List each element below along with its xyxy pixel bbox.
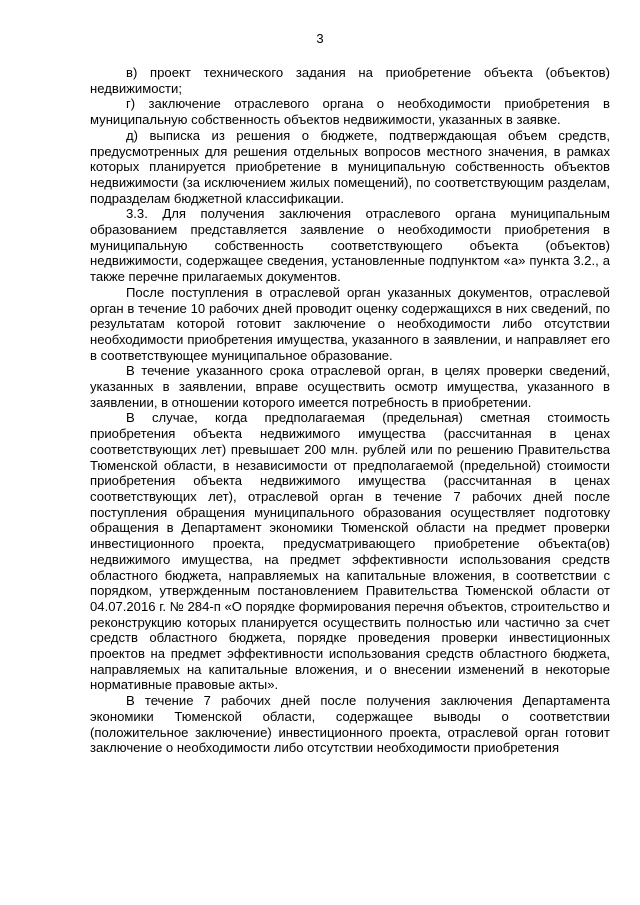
paragraph-item-d: д) выписка из решения о бюджете, подтверждающая объем средств, предусмотренных для решения отдельных вопросов местного значения, в рамках которых планируется приобретение в муниципальную собственность объектов недвижимости (за исключением жилых помещений), по соответствующим разделам, подразделам бюджетной классификации. bbox=[90, 127, 610, 206]
paragraph-item-g: г) заключение отраслевого органа о необходимости приобретения в муниципальную собственность объектов недвижимости, указанных в заявке. bbox=[90, 96, 610, 128]
page-number: 3 bbox=[316, 31, 324, 46]
paragraph-investment-check: В случае, когда предполагаемая (предельная) сметная стоимость приобретения объекта недвижимого имущества (рассчитанная в ценах соответствующих лет) превышает 200 млн. рублей или по решению Правительства Тюменской области, в независимости от предполагаемой (предельной) стоимости приобретения объекта недвижимого имущества (рассчитанная в ценах соответствующих лет), отраслевой орган в течение 7 рабочих дней после поступления обращения муниципального образования осуществляет подготовку обращения в Департамент экономики Тюменской области на предмет проверки инвестиционного проекта, предусматривающего приобретение объекта(ов) недвижимого имущества, на предмет эффективности использования средств областного бюджета, направляемых на капитальные вложения, в соответствии с порядком, утвержденным постановлением Правительства Тюменской области от 04.07.2016 г. № 284-п «О порядке формирования перечня объектов, строительство и реконструкцию которых планируется осуществить полностью или частично за счет средств областного бюджета, порядке проведения проверки инвестиционных проектов на предмет эффективности использования средств областного бюджета, направляемых на капитальные вложения, и о внесении изменений в некоторые нормативные правовые акты». bbox=[90, 410, 610, 693]
document-body bbox=[90, 65, 610, 756]
paragraph-item-v: в) проект технического задания на приобретение объекта (объектов) недвижимости; bbox=[90, 65, 610, 96]
paragraph-3-3: 3.3. Для получения заключения отраслевого органа муниципальным образованием представляется заявление о необходимости приобретения в муниципальную собственность соответствующего объекта (объектов) недвижимости, содержащее сведения, установленные подпунктом «а» пункта 3.2., а также перечне прилагаемых документов. bbox=[90, 206, 610, 285]
paragraph-review-procedure: После поступления в отраслевой орган указанных документов, отраслевой орган в течение 10 рабочих дней проводит оценку содержащихся в них сведений, по результатам которой готовит заключение о необходимости либо отсутствии необходимости приобретения имущества, указанного в заявлении, и направляет его в соответствующее муниципальное образование. bbox=[90, 284, 610, 363]
paragraph-after-conclusion: В течение 7 рабочих дней после получения заключения Департамента экономики Тюменской области, содержащее выводы о соответствии (положительное заключение) инвестиционного проекта, отраслевой орган готовит заключение о необходимости либо отсутствии необходимости приобретения bbox=[90, 693, 610, 756]
paragraph-inspection-right: В течение указанного срока отраслевой орган, в целях проверки сведений, указанных в заявлении, вправе осуществить осмотр имущества, указанного в заявлении, в отношении которого имеется потребность в приобретении. bbox=[90, 363, 610, 410]
